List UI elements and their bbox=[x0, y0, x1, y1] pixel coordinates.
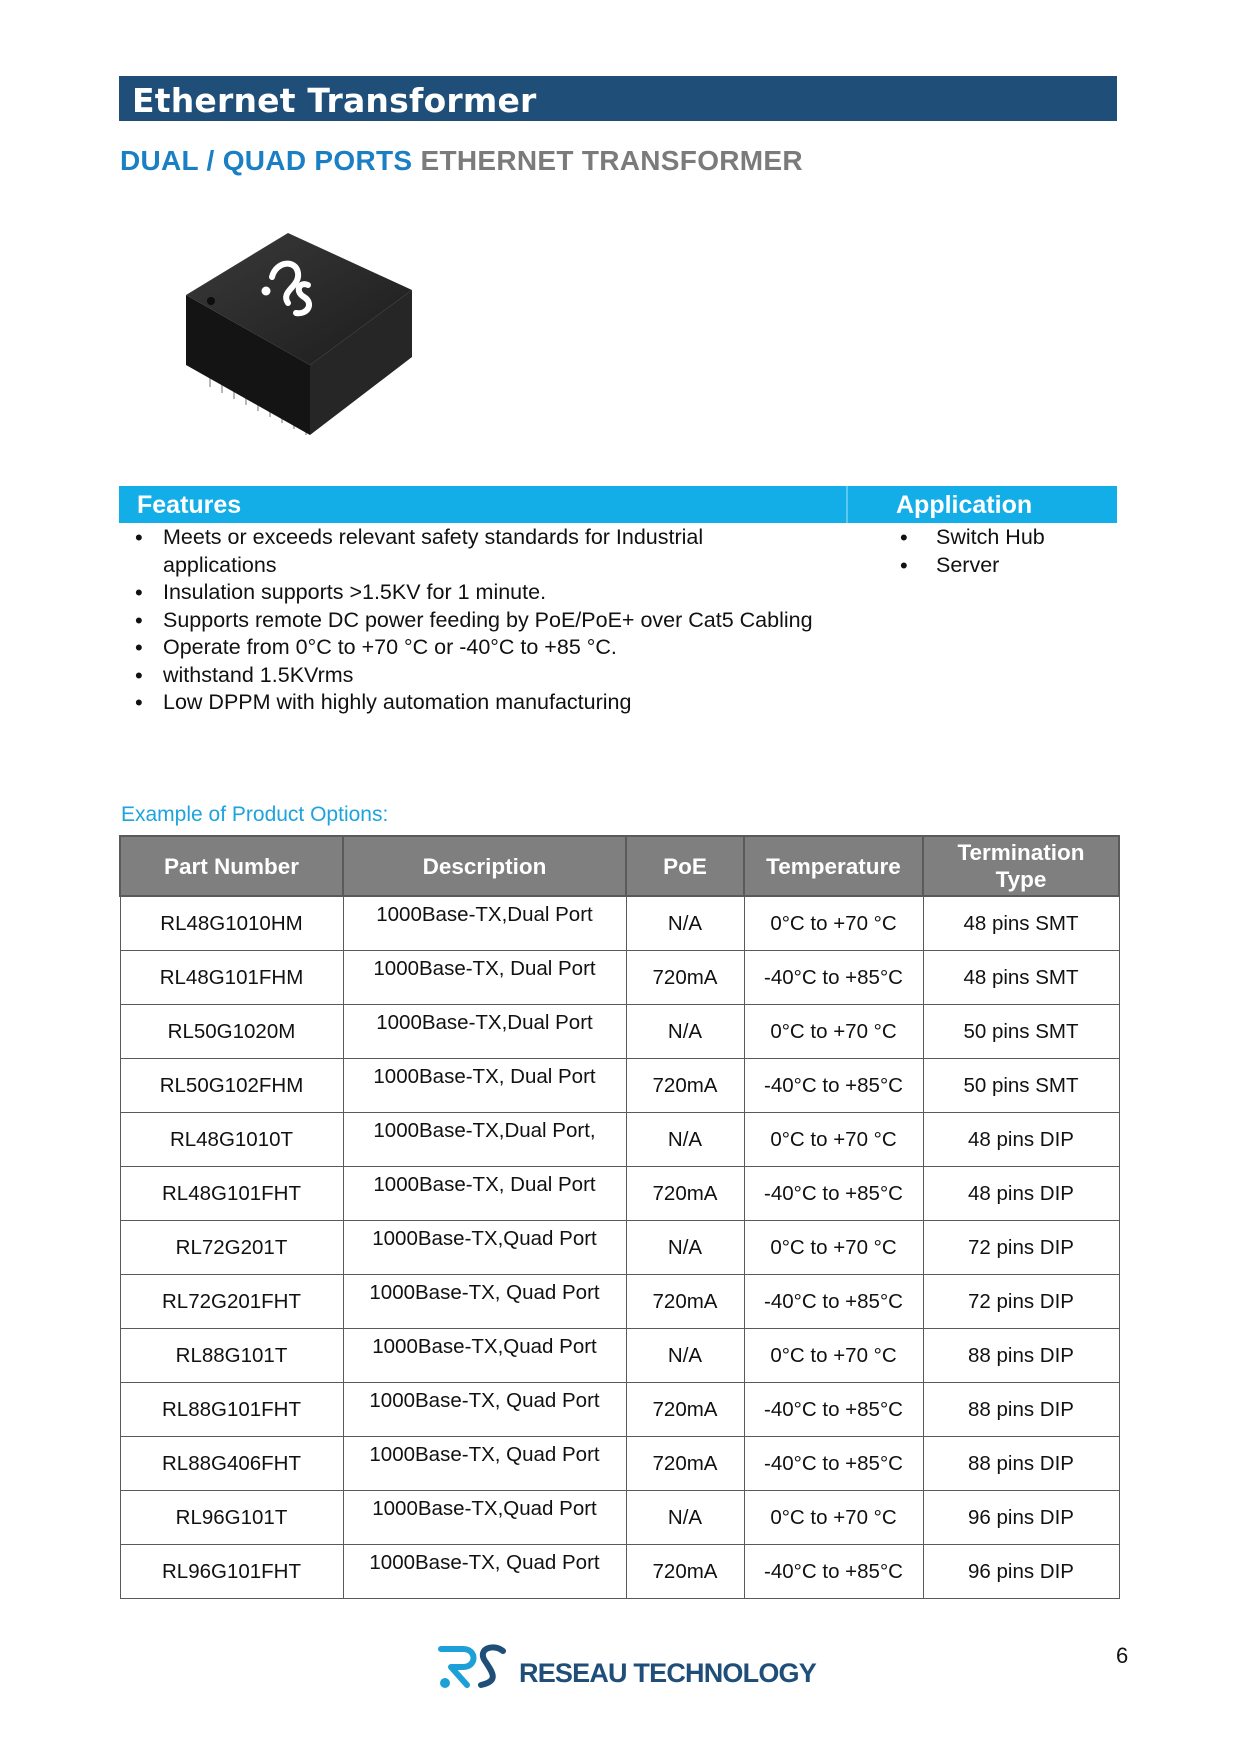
product-options-table bbox=[119, 835, 1120, 1599]
termination-cell: 88 pins DIP bbox=[923, 1383, 1119, 1437]
part-number-cell: RL72G201FHT bbox=[120, 1275, 343, 1329]
column-header: Description bbox=[343, 836, 626, 896]
table-row bbox=[120, 1545, 1119, 1599]
list-item: • Meets or exceeds relevant safety standards for Industrial applications bbox=[135, 524, 728, 579]
part-number-cell: RL48G101FHT bbox=[120, 1167, 343, 1221]
termination-cell: 72 pins DIP bbox=[923, 1275, 1119, 1329]
termination-cell: 50 pins SMT bbox=[923, 1005, 1119, 1059]
list-item: • Server bbox=[900, 552, 1110, 580]
description-cell: 1000Base-TX,Quad Port bbox=[343, 1491, 626, 1545]
description-cell: 1000Base-TX, Dual Port bbox=[343, 1059, 626, 1113]
company-name: RESEAU TECHNOLOGY bbox=[519, 1658, 816, 1688]
table-row bbox=[120, 1113, 1119, 1167]
temperature-cell: 0°C to +70 °C bbox=[744, 1221, 923, 1275]
part-number-cell: RL48G1010T bbox=[120, 1113, 343, 1167]
temperature-cell: -40°C to +85°C bbox=[744, 1545, 923, 1599]
part-number-cell: RL48G101FHM bbox=[120, 951, 343, 1005]
termination-cell: 48 pins DIP bbox=[923, 1167, 1119, 1221]
title-bar bbox=[119, 76, 1117, 121]
list-item: • Low DPPM with highly automation manufacturing bbox=[135, 689, 855, 717]
temperature-cell: -40°C to +85°C bbox=[744, 1275, 923, 1329]
termination-cell: 50 pins SMT bbox=[923, 1059, 1119, 1113]
description-cell: 1000Base-TX,Quad Port bbox=[343, 1329, 626, 1383]
part-number-cell: RL96G101T bbox=[120, 1491, 343, 1545]
table-row bbox=[120, 1383, 1119, 1437]
page-number: 6 bbox=[1116, 1643, 1129, 1668]
product-image bbox=[180, 225, 440, 455]
part-number-cell: RL48G1010HM bbox=[120, 896, 343, 951]
poe-cell: N/A bbox=[626, 1491, 744, 1545]
part-number-cell: RL88G101FHT bbox=[120, 1383, 343, 1437]
column-header: Termination Type bbox=[923, 836, 1119, 896]
temperature-cell: -40°C to +85°C bbox=[744, 951, 923, 1005]
termination-cell: 48 pins SMT bbox=[923, 896, 1119, 951]
termination-cell: 96 pins DIP bbox=[923, 1545, 1119, 1599]
temperature-cell: -40°C to +85°C bbox=[744, 1437, 923, 1491]
description-cell: 1000Base-TX,Quad Port bbox=[343, 1221, 626, 1275]
description-cell: 1000Base-TX,Dual Port bbox=[343, 1005, 626, 1059]
list-item: • Switch Hub bbox=[900, 524, 1110, 552]
table-row bbox=[120, 1221, 1119, 1275]
table-row bbox=[120, 1059, 1119, 1113]
table-row bbox=[120, 951, 1119, 1005]
poe-cell: N/A bbox=[626, 1221, 744, 1275]
table-header-row bbox=[120, 836, 1119, 896]
termination-cell: 88 pins DIP bbox=[923, 1437, 1119, 1491]
company-logo-icon bbox=[437, 1641, 507, 1691]
list-item: • Operate from 0°C to +70 °C or -40°C to +85 °C. bbox=[135, 634, 855, 662]
termination-cell: 96 pins DIP bbox=[923, 1491, 1119, 1545]
poe-cell: N/A bbox=[626, 1329, 744, 1383]
temperature-cell: -40°C to +85°C bbox=[744, 1383, 923, 1437]
subtitle-rest: ETHERNET TRANSFORMER bbox=[420, 145, 803, 176]
subtitle-highlight: DUAL / QUAD PORTS bbox=[120, 145, 413, 176]
description-cell: 1000Base-TX,Dual Port bbox=[343, 896, 626, 951]
list-item: • Supports remote DC power feeding by PoE/PoE+ over Cat5 Cabling bbox=[135, 607, 855, 635]
poe-cell: 720mA bbox=[626, 951, 744, 1005]
description-cell: 1000Base-TX, Dual Port bbox=[343, 951, 626, 1005]
temperature-cell: 0°C to +70 °C bbox=[744, 1113, 923, 1167]
poe-cell: 720mA bbox=[626, 1545, 744, 1599]
description-cell: 1000Base-TX, Quad Port bbox=[343, 1383, 626, 1437]
termination-cell: 48 pins SMT bbox=[923, 951, 1119, 1005]
poe-cell: 720mA bbox=[626, 1437, 744, 1491]
poe-cell: N/A bbox=[626, 1005, 744, 1059]
section-divider bbox=[846, 486, 848, 523]
description-cell: 1000Base-TX, Dual Port bbox=[343, 1167, 626, 1221]
features-list bbox=[135, 524, 855, 717]
options-label: Example of Product Options: bbox=[121, 803, 389, 826]
part-number-cell: RL50G102FHM bbox=[120, 1059, 343, 1113]
table-row bbox=[120, 1167, 1119, 1221]
temperature-cell: -40°C to +85°C bbox=[744, 1059, 923, 1113]
description-cell: 1000Base-TX, Quad Port bbox=[343, 1545, 626, 1599]
termination-cell: 72 pins DIP bbox=[923, 1221, 1119, 1275]
description-cell: 1000Base-TX, Quad Port bbox=[343, 1437, 626, 1491]
list-item: • withstand 1.5KVrms bbox=[135, 662, 855, 690]
part-number-cell: RL72G201T bbox=[120, 1221, 343, 1275]
temperature-cell: 0°C to +70 °C bbox=[744, 1329, 923, 1383]
poe-cell: N/A bbox=[626, 896, 744, 951]
table-row bbox=[120, 1329, 1119, 1383]
temperature-cell: 0°C to +70 °C bbox=[744, 1005, 923, 1059]
termination-cell: 88 pins DIP bbox=[923, 1329, 1119, 1383]
list-item: • Insulation supports >1.5KV for 1 minute. bbox=[135, 579, 855, 607]
application-heading: Application bbox=[896, 491, 1033, 519]
table-row bbox=[120, 1275, 1119, 1329]
part-number-cell: RL50G1020M bbox=[120, 1005, 343, 1059]
column-header: Temperature bbox=[744, 836, 923, 896]
table-row bbox=[120, 1005, 1119, 1059]
page-title: Ethernet Transformer bbox=[132, 81, 537, 120]
table-row bbox=[120, 1491, 1119, 1545]
table-row bbox=[120, 1437, 1119, 1491]
application-list bbox=[900, 524, 1110, 579]
column-header: PoE bbox=[626, 836, 744, 896]
table-row bbox=[120, 896, 1119, 951]
part-number-cell: RL96G101FHT bbox=[120, 1545, 343, 1599]
poe-cell: 720mA bbox=[626, 1275, 744, 1329]
temperature-cell: 0°C to +70 °C bbox=[744, 896, 923, 951]
column-header: Part Number bbox=[120, 836, 343, 896]
temperature-cell: 0°C to +70 °C bbox=[744, 1491, 923, 1545]
description-cell: 1000Base-TX,Dual Port, bbox=[343, 1113, 626, 1167]
features-heading: Features bbox=[137, 491, 242, 519]
table-body bbox=[120, 896, 1119, 1599]
poe-cell: 720mA bbox=[626, 1167, 744, 1221]
poe-cell: N/A bbox=[626, 1113, 744, 1167]
temperature-cell: -40°C to +85°C bbox=[744, 1167, 923, 1221]
poe-cell: 720mA bbox=[626, 1383, 744, 1437]
part-number-cell: RL88G406FHT bbox=[120, 1437, 343, 1491]
part-number-cell: RL88G101T bbox=[120, 1329, 343, 1383]
description-cell: 1000Base-TX, Quad Port bbox=[343, 1275, 626, 1329]
poe-cell: 720mA bbox=[626, 1059, 744, 1113]
features-bar bbox=[119, 486, 1117, 523]
termination-cell: 48 pins DIP bbox=[923, 1113, 1119, 1167]
subtitle bbox=[120, 145, 803, 177]
